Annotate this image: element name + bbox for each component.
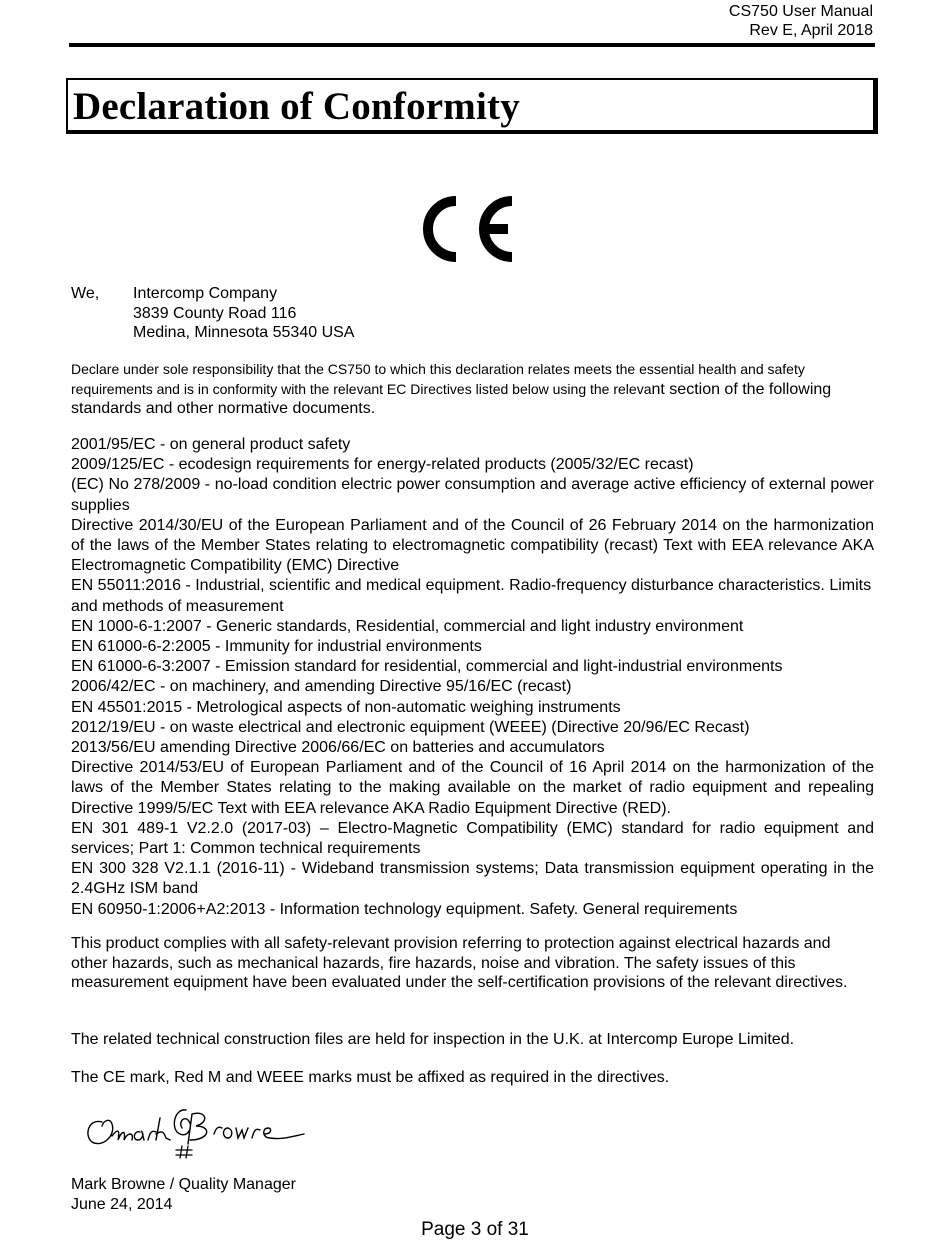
marks-paragraph: The CE mark, Red M and WEEE marks must be affixed as required in the directives. xyxy=(71,1069,670,1086)
standard-item: 2013/56/EU amending Directive 2006/66/EC on batteries and accumulators xyxy=(71,739,605,757)
declaration-statement xyxy=(71,360,871,419)
signer-block xyxy=(71,1175,296,1214)
standard-item: EN 61000-6-3:2007 - Emission standard for residential, commercial and light-industrial environments xyxy=(71,658,783,676)
revision-label: Rev E, April 2018 xyxy=(749,22,873,39)
safety-paragraph: This product complies with all safety-relevant provision referring to protection against electrical hazards and other hazards, such as mechanical hazards, fire hazards, noise and vibration. The safety issues of this measurement equipment have been evaluated under the self-certification provisions of the relevant directives. xyxy=(71,935,848,991)
standard-item: EN 45501:2015 - Metrological aspects of non-automatic weighing instruments xyxy=(71,698,621,716)
standard-item: 2012/19/EU - on waste electrical and electronic equipment (WEEE) (Directive 20/96/EC Recast) xyxy=(71,718,750,736)
standard-item: Directive 2014/30/EU of the European Parliament and of the Council of 26 February 2014 on the harmonization of the laws of the Member States relating to electromagnetic compatibility (recast) Text with EEA relevance AKA Electromagnetic Compatibility (EMC) Directive xyxy=(71,516,874,575)
company-city: Medina, Minnesota 55340 USA xyxy=(133,324,355,341)
manual-title: CS750 User Manual xyxy=(728,3,873,20)
header-divider xyxy=(69,43,875,47)
handwritten-signature xyxy=(82,1100,307,1162)
standard-item: EN 301 489-1 V2.2.0 (2017-03) – Electro-Magnetic Compatibility (EMC) standard for radio equipment and services; Part 1: Common technical requirements xyxy=(71,819,874,858)
we-label: We, xyxy=(71,285,100,302)
declaration-text: Declare under sole responsibility that the CS750 to which this declaration relates meets the essential health and safety requirements and is in conformity with the relevant EC Directives listed below using the releva xyxy=(71,361,805,397)
standard-item: (EC) No 278/2009 - no-load condition electric power consumption and average active efficiency of external power supplies xyxy=(71,476,874,514)
standard-item: EN 61000-6-2:2005 - Immunity for industrial environments xyxy=(71,638,482,656)
company-name: Intercomp Company xyxy=(133,285,278,302)
technical-files-paragraph: The related technical construction files are held for inspection in the U.K. at Intercomp Europe Limited. xyxy=(71,1031,795,1048)
standard-item: EN 300 328 V2.1.1 (2016-11) - Wideband transmission systems; Data transmission equipment operating in the 2.4GHz ISM band xyxy=(71,860,874,898)
standard-item: EN 1000-6-1:2007 - Generic standards, Residential, commercial and light industry environment xyxy=(71,617,744,635)
ce-mark-logo xyxy=(416,193,516,265)
standard-item: 2006/42/EC - on machinery, and amending Directive 95/16/EC (recast) xyxy=(71,678,572,696)
declaration-text-tail: nt section of the following standards and other normative documents. xyxy=(71,380,832,417)
standards-list xyxy=(71,435,874,920)
standard-item: EN 55011:2016 - Industrial, scientific and medical equipment. Radio-frequency disturbance characteristics. Limits and methods of measurement xyxy=(71,577,872,615)
page-header xyxy=(729,2,873,40)
page-number: Page 3 of 31 xyxy=(421,1219,529,1240)
signature-date: June 24, 2014 xyxy=(71,1195,173,1213)
company-street: 3839 County Road 116 xyxy=(133,304,297,322)
page-title: Declaration of Conformity xyxy=(73,85,520,128)
signer-name-title: Mark Browne / Quality Manager xyxy=(71,1176,296,1193)
standard-item: 2009/125/EC - ecodesign requirements for energy-related products (2005/32/EC recast) xyxy=(71,456,694,474)
standard-item: 2001/95/EC - on general product safety xyxy=(71,436,351,453)
title-box xyxy=(66,78,878,134)
standard-item: EN 60950-1:2006+A2:2013 - Information technology equipment. Safety. General requirements xyxy=(71,900,738,918)
standard-item: Directive 2014/53/EU of European Parliament and of the Council of 16 April 2014 on the harmonization of the laws of the Member States relating to the making available on the market of radio equipment and repealing Directive 1999/5/EC Text with EEA relevance AKA Radio Equipment Directive (RED). xyxy=(71,759,874,817)
company-address xyxy=(133,284,354,343)
